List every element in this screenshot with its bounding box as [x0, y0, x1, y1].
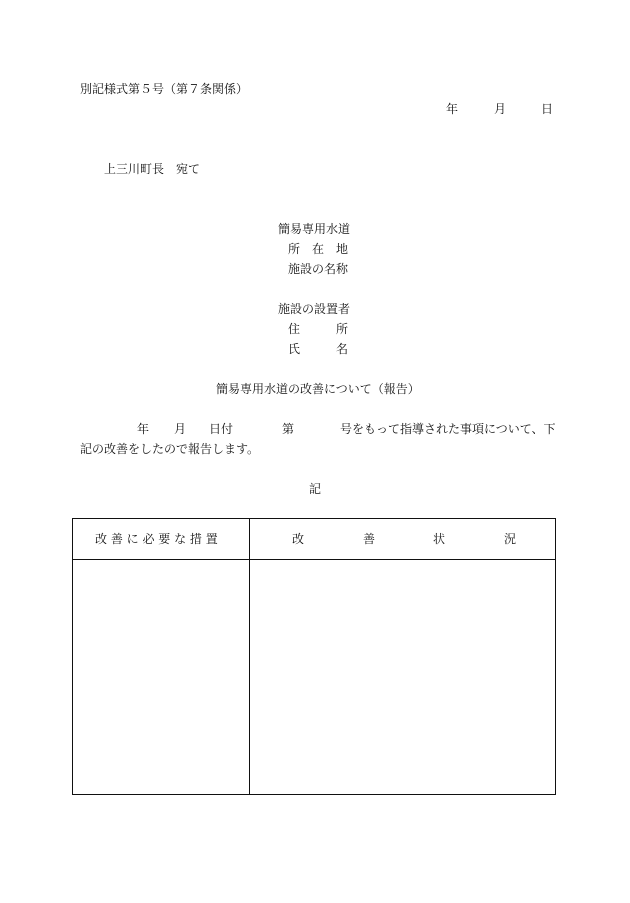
addressee: 上三川町長 宛て: [104, 162, 201, 176]
col2-header-char-1: 改: [292, 532, 305, 546]
col1-header: 改 善 に 必 要 な 措 置: [95, 532, 218, 546]
body-year: 年: [137, 422, 150, 436]
installer-title: 施設の設置者: [278, 302, 351, 316]
col2-header-char-2: 善: [363, 532, 376, 546]
improvement-table: [72, 518, 556, 795]
facility-name-label: 施設の名称: [288, 262, 349, 276]
body-day-attached: 日付: [209, 422, 234, 436]
form-label: 別記様式第５号（第７条関係）: [80, 82, 249, 96]
body-number-prefix: 第: [282, 422, 295, 436]
installer-address-label: 住 所: [288, 322, 349, 336]
installer-name-label: 氏 名: [288, 342, 349, 356]
body-line1-rest: 号をもって指導された事項について、下: [340, 422, 556, 436]
col2-header-char-4: 況: [504, 532, 517, 546]
col2-header-char-3: 状: [433, 532, 446, 546]
ki-label: 記: [309, 482, 322, 496]
report-title: 簡易専用水道の改善について（報告）: [216, 382, 420, 396]
body-line2: 記の改善をしたので報告します。: [80, 442, 260, 456]
measures-cell[interactable]: [73, 560, 249, 795]
body-month: 月: [174, 422, 187, 436]
status-cell[interactable]: [250, 560, 555, 795]
facility-title: 簡易専用水道: [278, 222, 351, 236]
date-month: 月: [494, 102, 507, 116]
date-year: 年: [446, 102, 459, 116]
date-day: 日: [541, 102, 554, 116]
facility-location-label: 所 在 地: [288, 242, 349, 256]
